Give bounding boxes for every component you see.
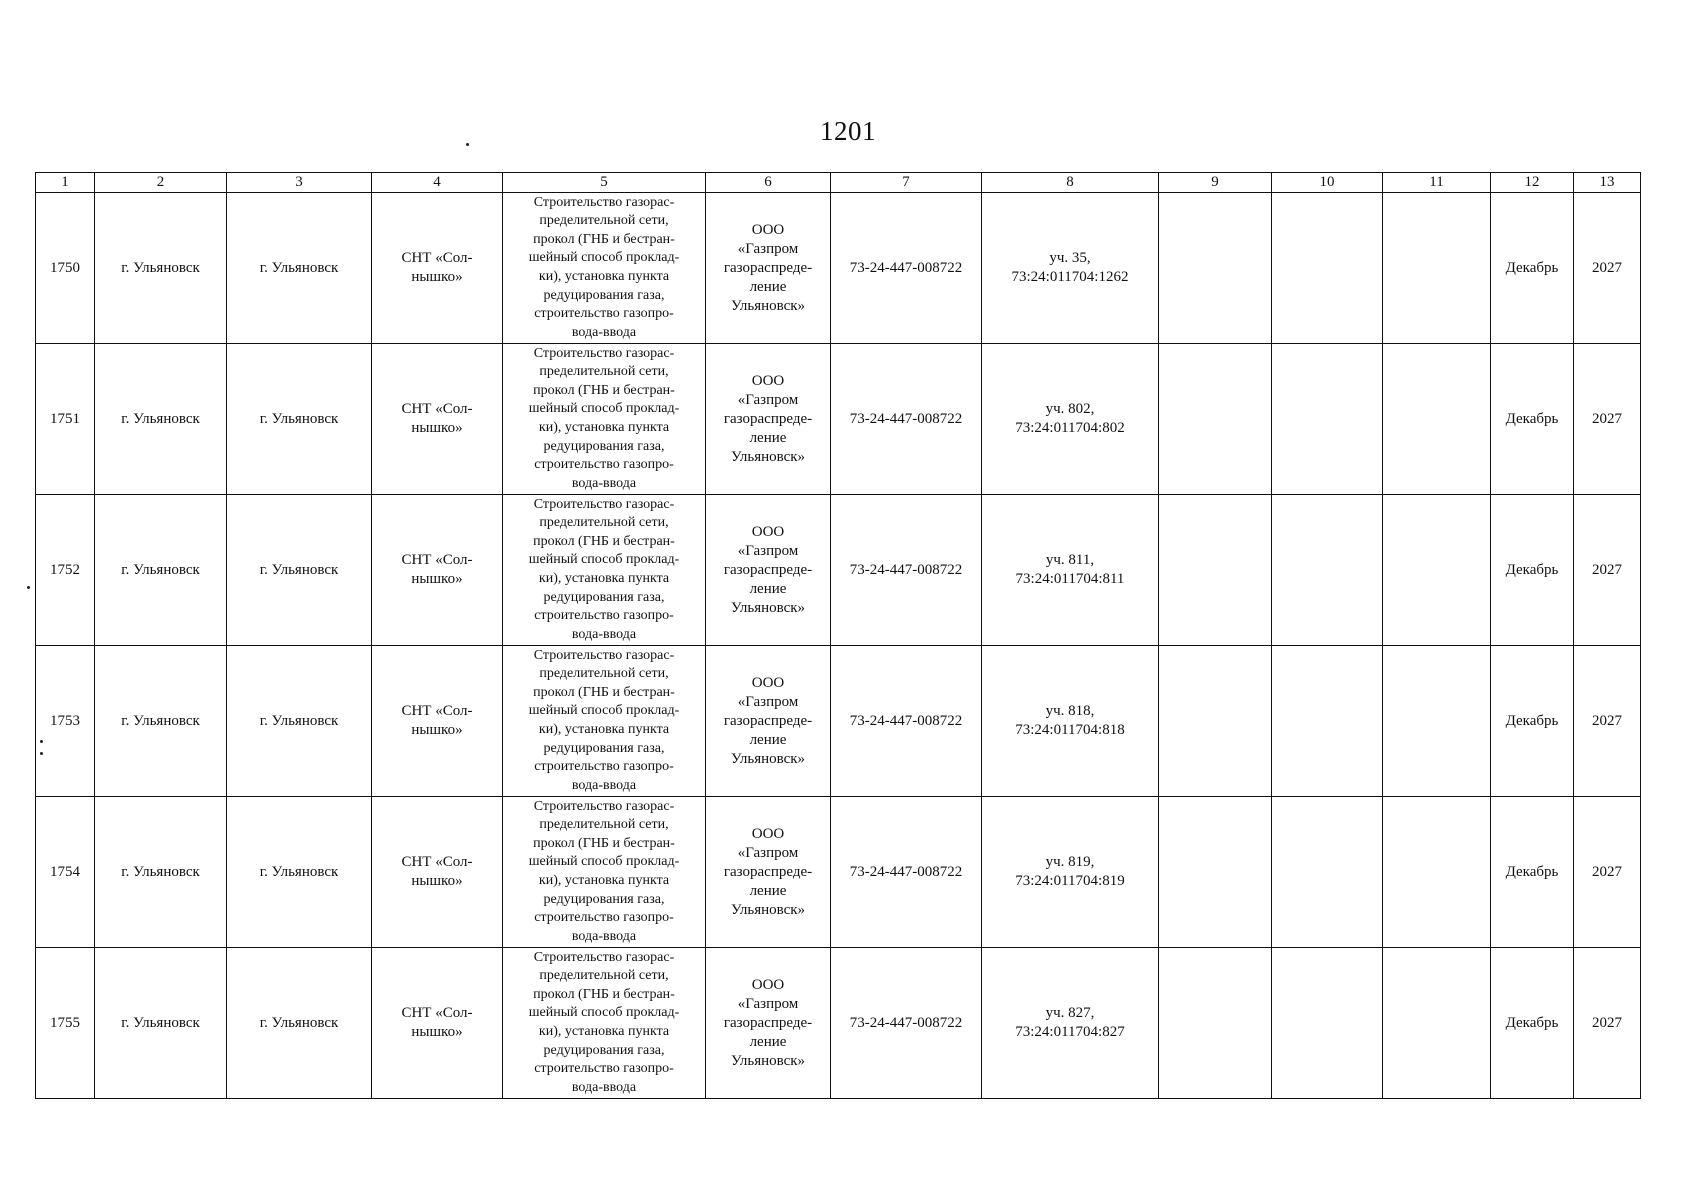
description-line: прокол (ГНБ и бестран- (533, 986, 675, 1002)
year-text: 2027 (1592, 410, 1622, 427)
description-line: строительство газопро- (534, 457, 674, 473)
snt-cell (372, 495, 503, 646)
organization-line: ление (749, 1033, 787, 1050)
description-line: ки), установка пункта (538, 1024, 670, 1039)
column-number-cell: 11 (1383, 173, 1491, 193)
column-9-cell (1159, 193, 1272, 344)
column-11-cell (1383, 495, 1491, 646)
snt-line: нышко» (411, 722, 463, 738)
works-description-cell (503, 646, 706, 797)
cadastral-number: 73:24:011704:811 (1015, 571, 1125, 587)
plot-number: уч. 35, (1049, 250, 1091, 266)
settlement-cell (227, 797, 372, 948)
organization-line: газораспреде- (723, 259, 813, 276)
code-cell (831, 495, 982, 646)
description-line: ки), установка пункта (538, 420, 670, 435)
cadastral-number: 73:24:011704:827 (1015, 1024, 1125, 1040)
description-line: Строительство газорас- (533, 647, 675, 663)
month-cell (1491, 646, 1574, 797)
code-text: 73-24-447-008722 (849, 410, 963, 427)
settlement-text: г. Ульяновск (259, 561, 339, 578)
registry-table (35, 172, 1641, 1099)
code-cell (831, 193, 982, 344)
plot-cell (982, 948, 1159, 1099)
organization-line: газораспреде- (723, 1014, 813, 1031)
works-description-cell (503, 797, 706, 948)
snt-line: СНТ «Сол- (401, 854, 473, 870)
column-number-cell: 13 (1574, 173, 1641, 193)
organization-cell (706, 193, 831, 344)
description-line: шейный способ проклад- (528, 854, 680, 870)
code-text: 73-24-447-008722 (849, 863, 963, 880)
municipality-cell (95, 646, 227, 797)
plot-cell (982, 797, 1159, 948)
plot-number: уч. 827, (1045, 1005, 1095, 1021)
column-9-cell (1159, 797, 1272, 948)
description-line: строительство газопро- (534, 1061, 674, 1077)
organization-line: ление (749, 278, 787, 295)
column-number-cell: 6 (706, 173, 831, 193)
municipality-cell (95, 193, 227, 344)
settlement-cell (227, 646, 372, 797)
organization-line: «Газпром (737, 995, 799, 1012)
organization-line: Ульяновск» (730, 750, 806, 767)
organization-line: ООО (751, 976, 785, 993)
registry-rows (36, 193, 1641, 1099)
organization-line: ООО (751, 372, 785, 389)
organization-line: Ульяновск» (730, 1052, 806, 1069)
municipality-text: г. Ульяновск (121, 410, 200, 427)
organization-line: «Газпром (737, 391, 799, 408)
snt-line: СНТ «Сол- (401, 552, 473, 568)
organization-line: Ульяновск» (730, 901, 806, 918)
description-line: вода-ввода (571, 626, 637, 642)
row-number: 1753 (50, 712, 80, 729)
code-cell (831, 797, 982, 948)
column-10-cell (1272, 797, 1383, 948)
description-line: пределительной сети, (539, 515, 669, 531)
code-cell (831, 344, 982, 495)
year-cell (1574, 646, 1641, 797)
year-cell (1574, 797, 1641, 948)
organization-cell (706, 948, 831, 1099)
column-11-cell (1383, 948, 1491, 1099)
snt-line: нышко» (411, 420, 463, 436)
year-cell (1574, 948, 1641, 1099)
municipality-cell (95, 495, 227, 646)
description-line: Строительство газорас- (533, 798, 675, 814)
description-line: пределительной сети, (539, 968, 669, 984)
cadastral-number: 73:24:011704:802 (1015, 420, 1125, 436)
scan-speck (466, 143, 469, 146)
column-number-cell: 3 (227, 173, 372, 193)
description-line: ки), установка пункта (538, 873, 670, 888)
description-line: вода-ввода (571, 1079, 637, 1095)
month-cell (1491, 193, 1574, 344)
code-text: 73-24-447-008722 (849, 1014, 963, 1031)
organization-line: газораспреде- (723, 410, 813, 427)
description-line: пределительной сети, (539, 666, 669, 682)
plot-cell (982, 344, 1159, 495)
works-description-cell (503, 344, 706, 495)
code-cell (831, 948, 982, 1099)
month-cell (1491, 344, 1574, 495)
settlement-text: г. Ульяновск (259, 863, 339, 880)
table-row (36, 344, 1641, 495)
description-line: прокол (ГНБ и бестран- (533, 533, 675, 549)
snt-line: СНТ «Сол- (401, 250, 473, 266)
row-number-cell (36, 797, 95, 948)
snt-line: СНТ «Сол- (401, 703, 473, 719)
cadastral-number: 73:24:011704:818 (1015, 722, 1125, 738)
organization-line: Ульяновск» (730, 297, 806, 314)
row-number-cell (36, 646, 95, 797)
plot-cell (982, 646, 1159, 797)
table-row (36, 797, 1641, 948)
settlement-text: г. Ульяновск (259, 1014, 339, 1031)
snt-cell (372, 344, 503, 495)
organization-line: «Газпром (737, 693, 799, 710)
column-number-cell: 9 (1159, 173, 1272, 193)
cadastral-number: 73:24:011704:1262 (1011, 269, 1129, 285)
column-10-cell (1272, 495, 1383, 646)
plot-cell (982, 193, 1159, 344)
code-text: 73-24-447-008722 (849, 259, 963, 276)
organization-line: ление (749, 580, 787, 597)
row-number: 1755 (50, 1014, 80, 1031)
column-number-cell: 4 (372, 173, 503, 193)
column-11-cell (1383, 344, 1491, 495)
plot-number: уч. 819, (1045, 854, 1095, 870)
cadastral-number: 73:24:011704:819 (1015, 873, 1125, 889)
organization-cell (706, 646, 831, 797)
organization-line: «Газпром (737, 542, 799, 559)
row-number: 1754 (50, 863, 80, 880)
year-cell (1574, 495, 1641, 646)
description-line: шейный способ проклад- (528, 703, 680, 719)
description-line: вода-ввода (571, 475, 637, 491)
page-number: 1201 (820, 116, 876, 146)
column-number-cell: 1 (36, 173, 95, 193)
organization-cell (706, 344, 831, 495)
description-line: пределительной сети, (539, 364, 669, 380)
column-10-cell (1272, 948, 1383, 1099)
description-line: ки), установка пункта (538, 722, 670, 737)
column-10-cell (1272, 646, 1383, 797)
scan-speck (27, 586, 30, 589)
description-line: строительство газопро- (534, 759, 674, 775)
row-number-cell (36, 193, 95, 344)
column-10-cell (1272, 344, 1383, 495)
description-line: шейный способ проклад- (528, 552, 680, 568)
settlement-cell (227, 495, 372, 646)
organization-line: ление (749, 731, 787, 748)
description-line: вода-ввода (571, 324, 637, 340)
month-cell (1491, 948, 1574, 1099)
organization-line: ООО (751, 221, 785, 238)
snt-line: СНТ «Сол- (401, 1005, 473, 1021)
plot-number: уч. 802, (1045, 401, 1095, 417)
column-9-cell (1159, 344, 1272, 495)
column-number-cell: 5 (503, 173, 706, 193)
year-text: 2027 (1592, 863, 1622, 880)
organization-line: ООО (751, 674, 785, 691)
organization-cell (706, 797, 831, 948)
municipality-cell (95, 797, 227, 948)
works-description-cell (503, 193, 706, 344)
settlement-text: г. Ульяновск (259, 410, 339, 427)
code-text: 73-24-447-008722 (849, 561, 963, 578)
description-line: шейный способ проклад- (528, 401, 680, 417)
snt-line: нышко» (411, 269, 463, 285)
month-cell (1491, 797, 1574, 948)
organization-line: газораспреде- (723, 863, 813, 880)
description-line: строительство газопро- (534, 910, 674, 926)
snt-line: нышко» (411, 1024, 463, 1040)
organization-line: Ульяновск» (730, 448, 806, 465)
settlement-cell (227, 193, 372, 344)
plot-number: уч. 818, (1045, 703, 1095, 719)
description-line: редуцирования газа, (543, 891, 665, 907)
column-number-cell: 8 (982, 173, 1159, 193)
description-line: редуцирования газа, (543, 438, 665, 454)
description-line: шейный способ проклад- (528, 250, 680, 266)
organization-line: газораспреде- (723, 561, 813, 578)
description-line: прокол (ГНБ и бестран- (533, 684, 675, 700)
month-cell (1491, 495, 1574, 646)
description-line: пределительной сети, (539, 213, 669, 229)
snt-cell (372, 948, 503, 1099)
month-text: Декабрь (1505, 712, 1559, 729)
column-9-cell (1159, 948, 1272, 1099)
settlement-text: г. Ульяновск (259, 712, 339, 729)
year-text: 2027 (1592, 712, 1622, 729)
description-line: ки), установка пункта (538, 269, 670, 284)
organization-line: Ульяновск» (730, 599, 806, 616)
organization-line: ООО (751, 523, 785, 540)
column-10-cell (1272, 193, 1383, 344)
municipality-cell (95, 344, 227, 495)
organization-line: «Газпром (737, 844, 799, 861)
column-number-cell: 12 (1491, 173, 1574, 193)
description-line: прокол (ГНБ и бестран- (533, 382, 675, 398)
municipality-text: г. Ульяновск (121, 1014, 200, 1031)
description-line: Строительство газорас- (533, 194, 675, 210)
row-number-cell (36, 495, 95, 646)
organization-line: газораспреде- (723, 712, 813, 729)
table-row (36, 193, 1641, 344)
snt-cell (372, 193, 503, 344)
column-11-cell (1383, 646, 1491, 797)
year-cell (1574, 193, 1641, 344)
column-number-cell: 10 (1272, 173, 1383, 193)
description-line: вода-ввода (571, 777, 637, 793)
plot-number: уч. 811, (1045, 552, 1095, 568)
municipality-text: г. Ульяновск (121, 712, 200, 729)
description-line: прокол (ГНБ и бестран- (533, 835, 675, 851)
code-cell (831, 646, 982, 797)
table-row (36, 948, 1641, 1099)
row-number: 1752 (50, 561, 80, 578)
month-text: Декабрь (1505, 410, 1559, 427)
snt-line: СНТ «Сол- (401, 401, 473, 417)
description-line: редуцирования газа, (543, 589, 665, 605)
table-row (36, 646, 1641, 797)
description-line: пределительной сети, (539, 817, 669, 833)
column-9-cell (1159, 646, 1272, 797)
month-text: Декабрь (1505, 259, 1559, 276)
table-row (36, 495, 1641, 646)
year-text: 2027 (1592, 561, 1622, 578)
organization-line: ление (749, 882, 787, 899)
municipality-text: г. Ульяновск (121, 259, 200, 276)
plot-cell (982, 495, 1159, 646)
description-line: редуцирования газа, (543, 1042, 665, 1058)
column-number-cell: 2 (95, 173, 227, 193)
settlement-cell (227, 344, 372, 495)
description-line: строительство газопро- (534, 608, 674, 624)
year-text: 2027 (1592, 259, 1622, 276)
description-line: ки), установка пункта (538, 571, 670, 586)
description-line: редуцирования газа, (543, 287, 665, 303)
municipality-cell (95, 948, 227, 1099)
description-line: строительство газопро- (534, 306, 674, 322)
row-number-cell (36, 948, 95, 1099)
organization-cell (706, 495, 831, 646)
snt-line: нышко» (411, 873, 463, 889)
month-text: Декабрь (1505, 863, 1559, 880)
column-11-cell (1383, 797, 1491, 948)
works-description-cell (503, 495, 706, 646)
row-number: 1751 (50, 410, 80, 427)
year-text: 2027 (1592, 1014, 1622, 1031)
description-line: Строительство газорас- (533, 496, 675, 512)
snt-cell (372, 797, 503, 948)
organization-line: ООО (751, 825, 785, 842)
municipality-text: г. Ульяновск (121, 863, 200, 880)
description-line: Строительство газорас- (533, 949, 675, 965)
month-text: Декабрь (1505, 1014, 1559, 1031)
year-cell (1574, 344, 1641, 495)
description-line: редуцирования газа, (543, 740, 665, 756)
month-text: Декабрь (1505, 561, 1559, 578)
column-number-cell: 7 (831, 173, 982, 193)
settlement-cell (227, 948, 372, 1099)
column-9-cell (1159, 495, 1272, 646)
column-number-header (36, 173, 1641, 193)
column-11-cell (1383, 193, 1491, 344)
organization-line: ление (749, 429, 787, 446)
code-text: 73-24-447-008722 (849, 712, 963, 729)
settlement-text: г. Ульяновск (259, 259, 339, 276)
row-number: 1750 (50, 259, 80, 276)
row-number-cell (36, 344, 95, 495)
snt-line: нышко» (411, 571, 463, 587)
description-line: Строительство газорас- (533, 345, 675, 361)
description-line: прокол (ГНБ и бестран- (533, 231, 675, 247)
organization-line: «Газпром (737, 240, 799, 257)
snt-cell (372, 646, 503, 797)
description-line: вода-ввода (571, 928, 637, 944)
works-description-cell (503, 948, 706, 1099)
municipality-text: г. Ульяновск (121, 561, 200, 578)
description-line: шейный способ проклад- (528, 1005, 680, 1021)
